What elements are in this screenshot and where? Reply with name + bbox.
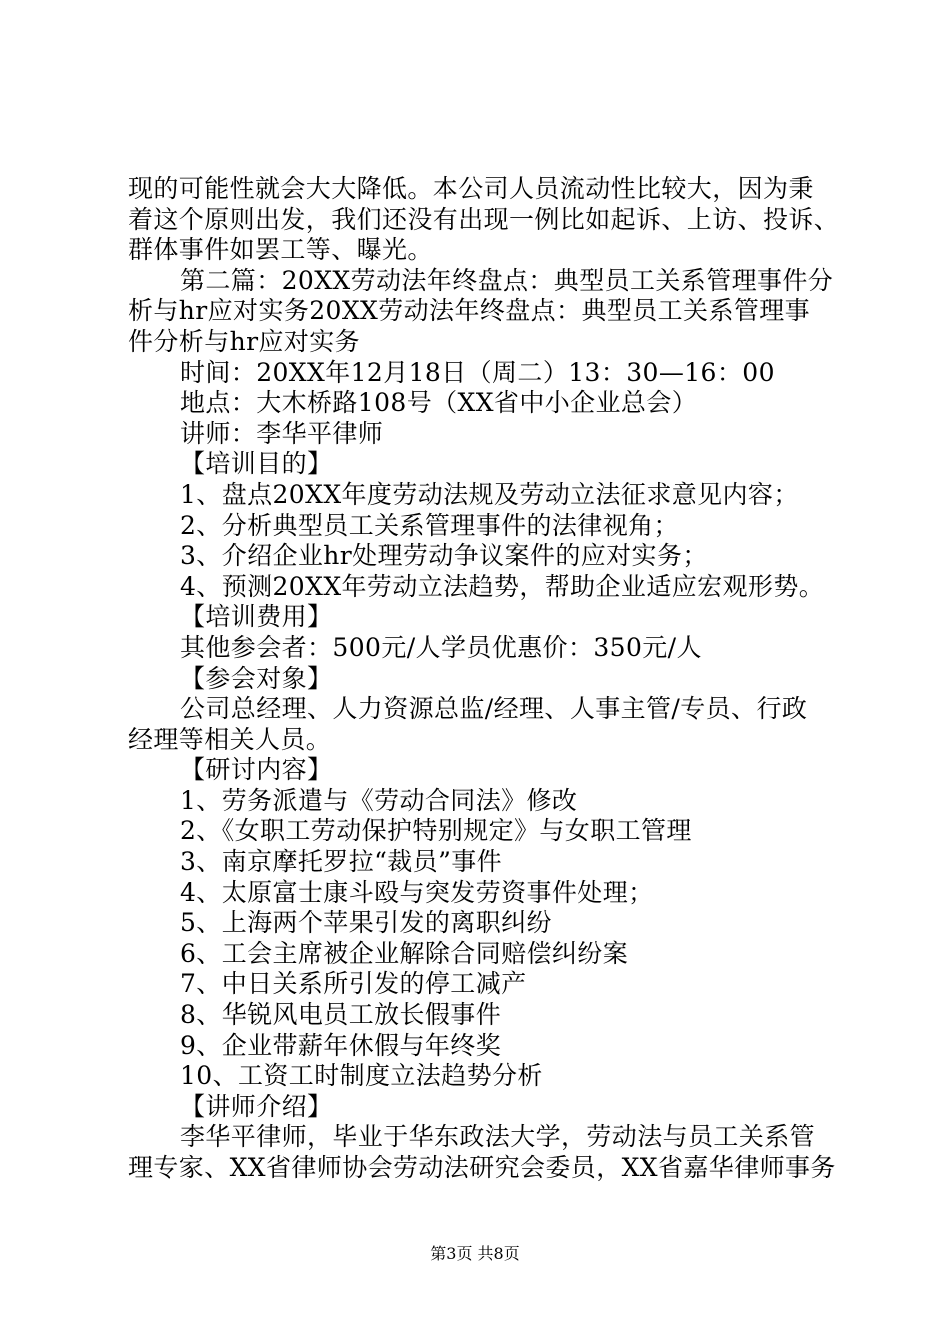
text-line: 【研讨内容】: [180, 755, 333, 785]
document-body: [128, 174, 838, 1184]
text-line: 6、工会主席被企业解除合同赔偿纠纷案: [180, 938, 629, 968]
text-line: 7、中日关系所引发的停工减产: [180, 969, 527, 999]
text-line: 9、企业带薪年休假与年终奖: [180, 1030, 502, 1060]
text-line: 2、《女职工劳动保护特别规定》与女职工管理: [180, 816, 692, 846]
text-line: 4、预测20XX年劳动立法趋势，帮助企业适应宏观形势。: [180, 571, 825, 601]
text-line: 【讲师介绍】: [180, 1091, 333, 1121]
text-line: 经理等相关人员。: [128, 724, 332, 754]
text-line: 公司总经理、人力资源总监/经理、人事主管/专员、行政: [180, 694, 808, 724]
text-line: 4、太原富士康斗殴与突发劳资事件处理；: [180, 877, 654, 907]
text-line: 1、劳务派遣与《劳动合同法》修改: [180, 785, 578, 815]
text-line: 件分析与hr应对实务: [128, 326, 361, 356]
text-line: 析与hr应对实务20XX劳动法年终盘点：典型员工关系管理事: [128, 296, 811, 326]
text-line: 讲师：李华平律师: [180, 418, 384, 448]
text-line: 【参会对象】: [180, 663, 333, 693]
text-line: 2、分析典型员工关系管理事件的法律视角；: [180, 510, 679, 540]
text-line: 【培训目的】: [180, 449, 333, 479]
text-line: 时间：20XX年12月18日（周二）13：30—16：00: [180, 357, 775, 387]
text-line: 5、上海两个苹果引发的离职纠纷: [180, 908, 552, 938]
text-line: 现的可能性就会大大降低。本公司人员流动性比较大，因为秉: [128, 174, 814, 203]
text-line: 其他参会者：500元/人学员优惠价：350元/人: [180, 632, 702, 662]
text-line: 10、工资工时制度立法趋势分析: [180, 1061, 543, 1091]
text-line: 理专家、XX省律师协会劳动法研究会委员，XX省嘉华律师事务: [128, 1153, 836, 1182]
text-line: 地点：大木桥路108号（XX省中小企业总会）: [180, 388, 698, 418]
text-line: 群体事件如罢工等、曝光。: [128, 235, 433, 265]
text-line: 3、介绍企业hr处理劳动争议案件的应对实务；: [180, 541, 708, 571]
page-footer: 第3页 共8页: [430, 1244, 520, 1263]
text-line: 第二篇：20XX劳动法年终盘点：典型员工关系管理事件分: [180, 265, 834, 295]
text-line: 【培训费用】: [180, 602, 333, 632]
text-line: 3、南京摩托罗拉“裁员”事件: [180, 847, 503, 877]
text-line: 李华平律师，毕业于华东政法大学，劳动法与员工关系管: [180, 1122, 816, 1152]
text-line: 8、华锐风电员工放长假事件: [180, 1000, 502, 1030]
text-line: 着这个原则出发，我们还没有出现一例比如起诉、上访、投诉、: [128, 204, 840, 234]
text-line: 1、盘点20XX年度劳动法规及劳动立法征求意见内容；: [180, 479, 799, 509]
